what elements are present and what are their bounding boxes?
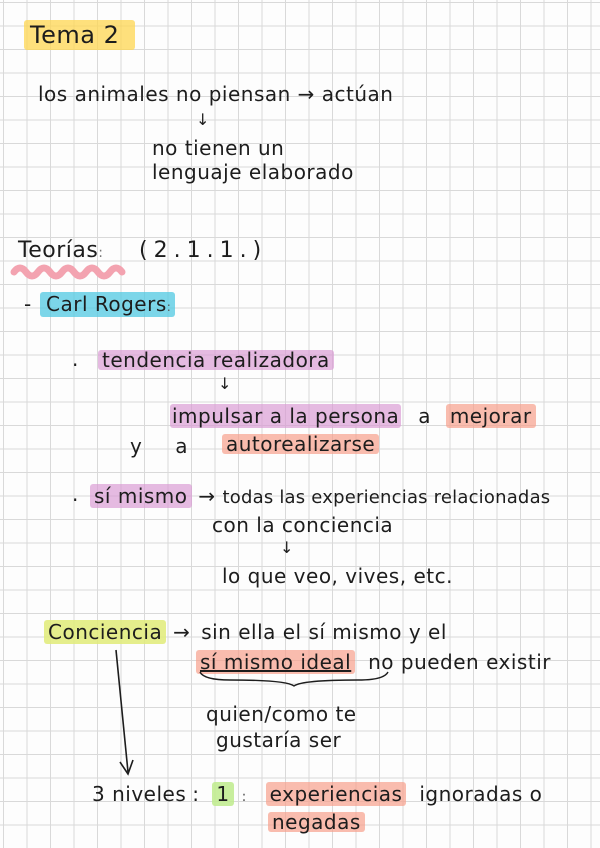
page-title: Tema 2 xyxy=(24,20,135,50)
impulsar-text: impulsar a la persona xyxy=(172,404,400,428)
arrow-right-icon: → xyxy=(297,82,315,106)
autorealizarse-text: autorealizarse xyxy=(222,434,379,454)
level-one: 1 xyxy=(212,782,233,806)
note-line-gustaria: gustaría ser xyxy=(216,728,342,752)
negadas-text: negadas xyxy=(268,812,365,832)
level-one-colon: : xyxy=(241,789,247,805)
teorias-colon: : xyxy=(98,245,104,261)
arrow-right-icon: → xyxy=(198,484,216,508)
long-arrow-down-icon xyxy=(116,650,128,772)
niveles-text: 3 niveles xyxy=(92,782,187,806)
no-pueden-text: no pueden existir xyxy=(368,650,551,674)
bullet-dot: · xyxy=(72,488,79,512)
arrow-right-icon: → xyxy=(173,620,191,644)
text-a: a xyxy=(418,404,431,428)
tendencia-realizadora: tendencia realizadora xyxy=(98,350,334,370)
note-line-con-la-conciencia: con la conciencia xyxy=(212,513,394,537)
teorias-number: (2.1.1.) xyxy=(139,238,268,263)
curly-bracket xyxy=(200,672,388,686)
niveles-colon: : xyxy=(192,782,200,806)
ignoradas-text: ignoradas o xyxy=(419,782,543,806)
note-line-lo-que-veo: lo que veo, vives, etc. xyxy=(222,564,453,588)
text-teorias: Teorías xyxy=(18,238,99,263)
conciencia-text: Conciencia xyxy=(44,620,166,644)
si-mismo-text: sí mismo xyxy=(90,484,192,508)
bullet-dot: · xyxy=(72,353,79,377)
si-mismo-ideal-text: sí mismo ideal xyxy=(196,650,355,674)
todas-text: todas las experiencias relacionadas xyxy=(222,487,551,508)
sin-ella-text: sin ella el sí mismo y el xyxy=(201,620,447,644)
note-line-quien: quien/como te xyxy=(206,702,357,726)
arrow-down-icon: ↓ xyxy=(218,374,232,393)
note-line-y-a: y a xyxy=(130,434,188,458)
arrow-down-icon: ↓ xyxy=(280,538,294,557)
text-actuan: actúan xyxy=(321,82,394,106)
carl-colon: : xyxy=(166,300,172,314)
wavy-underline xyxy=(14,268,122,276)
text-carl-rogers: Carl Rogers xyxy=(46,292,167,316)
dash-marker: - xyxy=(24,292,32,316)
experiencias-text: experiencias xyxy=(266,782,407,806)
note-line-lenguaje-1: no tienen un xyxy=(152,136,285,160)
mejorar-text: mejorar xyxy=(446,404,536,428)
note-line-lenguaje-2: lenguaje elaborado xyxy=(152,160,354,184)
text-animales: los animales no piensan xyxy=(38,82,291,106)
arrow-down-icon: ↓ xyxy=(196,110,210,129)
